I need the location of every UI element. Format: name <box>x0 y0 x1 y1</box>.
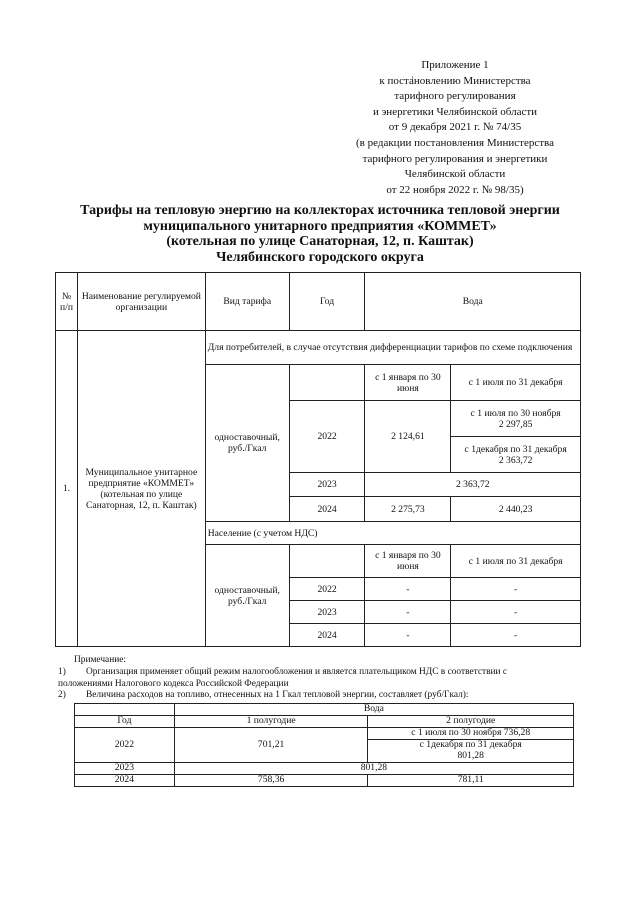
org-name: Муниципальное унитарное предприятие «КОММЕТ» (котельная по улице Санаторная, 12, п. Каштак) <box>77 331 205 647</box>
sub-period-label: с 1декабря по 31 декабря <box>419 739 522 751</box>
fuel-col-h2: 2 полугодие <box>368 716 574 728</box>
note-text-continued: положениями Налогового кодекса Российской Федерации <box>58 678 289 689</box>
appendix-line: (в редакции постановления Министерства <box>356 136 554 149</box>
empty-cell <box>289 365 365 401</box>
value-cell: 701,21 <box>174 728 368 763</box>
note-number: 2) <box>58 690 66 701</box>
title-line: (котельная по улице Санаторная, 12, п. Каштак) <box>166 234 474 250</box>
value-cell: 2 275,73 <box>365 497 451 522</box>
sub-period-label: с 1декабря по 31 декабря <box>464 443 567 455</box>
value-cell: 2 363,72 <box>365 473 581 497</box>
notes-heading: Примечание: <box>74 655 127 665</box>
appendix-line: Приложение 1 <box>421 59 489 71</box>
section2-tariff-type: одноставочный, руб./Гкал <box>205 545 289 647</box>
appendix-line: тарифного регулирования <box>394 90 516 103</box>
year-cell: 2022 <box>289 401 365 473</box>
value-cell: - <box>451 601 581 624</box>
value-cell: 758,36 <box>174 775 368 787</box>
header-num: № п/п <box>56 273 78 331</box>
year-cell: 2024 <box>75 775 175 787</box>
appendix-line: и энергетики Челябинской области <box>372 105 538 118</box>
section1-period-h2: с 1 июля по 31 декабря <box>451 365 581 401</box>
note-number: 1) <box>58 666 66 677</box>
value-cell: - <box>365 578 451 601</box>
appendix-line: к постановлению Министерства <box>379 74 531 87</box>
empty-cell <box>75 704 175 716</box>
section2-period-h1: с 1 января по 30 июня <box>365 545 451 578</box>
value-cell: - <box>365 624 451 647</box>
year-cell: 2022 <box>289 578 365 601</box>
year-cell: 2023 <box>289 473 365 497</box>
year-cell: 2023 <box>75 763 175 775</box>
fuel-cost-table <box>74 703 574 787</box>
notes <box>58 655 598 702</box>
fuel-water-header: Вода <box>174 704 573 716</box>
document-title <box>50 203 590 265</box>
note-text: Организация применяет общий режим налогообложения и является плательщиком НДС в соответствии с <box>86 666 508 677</box>
table-row <box>75 728 574 740</box>
header-year: Год <box>289 273 365 331</box>
table-row <box>75 763 574 775</box>
section1-title: Для потребителей, в случае отсутствия дифференциации тарифов по схеме подключения <box>205 331 580 365</box>
value-cell: 781,11 <box>368 775 574 787</box>
sub-period-value: 2 363,72 <box>498 454 533 466</box>
table-row <box>75 704 574 716</box>
tariff-table <box>55 272 581 647</box>
appendix-line: Челябинской области <box>404 168 506 181</box>
note-text: Величина расходов на топливо, отнесенных на 1 Гкал тепловой энергии, составляет (руб/Гкал): <box>86 690 469 701</box>
value-cell: - <box>451 578 581 601</box>
row-number: 1. <box>56 331 78 647</box>
sub-period-cell <box>451 437 581 473</box>
table-header-row <box>75 716 574 728</box>
value-cell: - <box>365 601 451 624</box>
table-header-row <box>56 273 581 331</box>
year-cell: 2024 <box>289 497 365 522</box>
sub-period-label: с 1 июля по 30 ноября <box>470 407 561 419</box>
note-2 <box>58 690 598 702</box>
fuel-col-year: Год <box>75 716 175 728</box>
note-1 <box>58 667 598 679</box>
title-line: муниципального унитарного предприятия «КОММЕТ» <box>143 218 497 234</box>
table-row <box>56 331 581 365</box>
appendix-line: от 22 ноября 2022 г. № 98/35) <box>386 183 524 196</box>
value-cell: 801,28 <box>174 763 573 775</box>
year-cell: 2023 <box>289 601 365 624</box>
sub-period-cell <box>451 401 581 437</box>
appendix-line: тарифного регулирования и энергетики <box>362 152 548 165</box>
value-cell: 2 440,23 <box>451 497 581 522</box>
section1-period-h1: с 1 января по 30 июня <box>365 365 451 401</box>
header-org: Наименование регулируемой организации <box>77 273 205 331</box>
appendix-header <box>330 58 580 198</box>
year-cell: 2024 <box>289 624 365 647</box>
empty-cell <box>289 545 365 578</box>
header-tariff-type: Вид тарифа <box>205 273 289 331</box>
sub-period-cell <box>368 740 574 763</box>
title-line: Челябинского городского округа <box>216 249 424 265</box>
sub-period-cell: с 1 июля по 30 ноября 736,28 <box>368 728 574 740</box>
section2-title: Население (с учетом НДС) <box>205 522 580 545</box>
year-cell: 2022 <box>75 728 175 763</box>
section1-tariff-type: одноставочный, руб./Гкал <box>205 365 289 522</box>
header-water: Вода <box>365 273 581 331</box>
title-line: Тарифы на тепловую энергию на коллекторах источника тепловой энергии <box>80 203 560 218</box>
section2-period-h2: с 1 июля по 31 декабря <box>451 545 581 578</box>
fuel-col-h1: 1 полугодие <box>174 716 368 728</box>
sub-period-value: 801,28 <box>457 750 484 761</box>
value-cell: - <box>451 624 581 647</box>
sub-period-value: 2 297,85 <box>498 418 533 430</box>
value-cell: 2 124,61 <box>365 401 451 473</box>
table-row <box>75 775 574 787</box>
appendix-line: от 9 декабря 2021 г. № 74/35 <box>388 121 522 134</box>
